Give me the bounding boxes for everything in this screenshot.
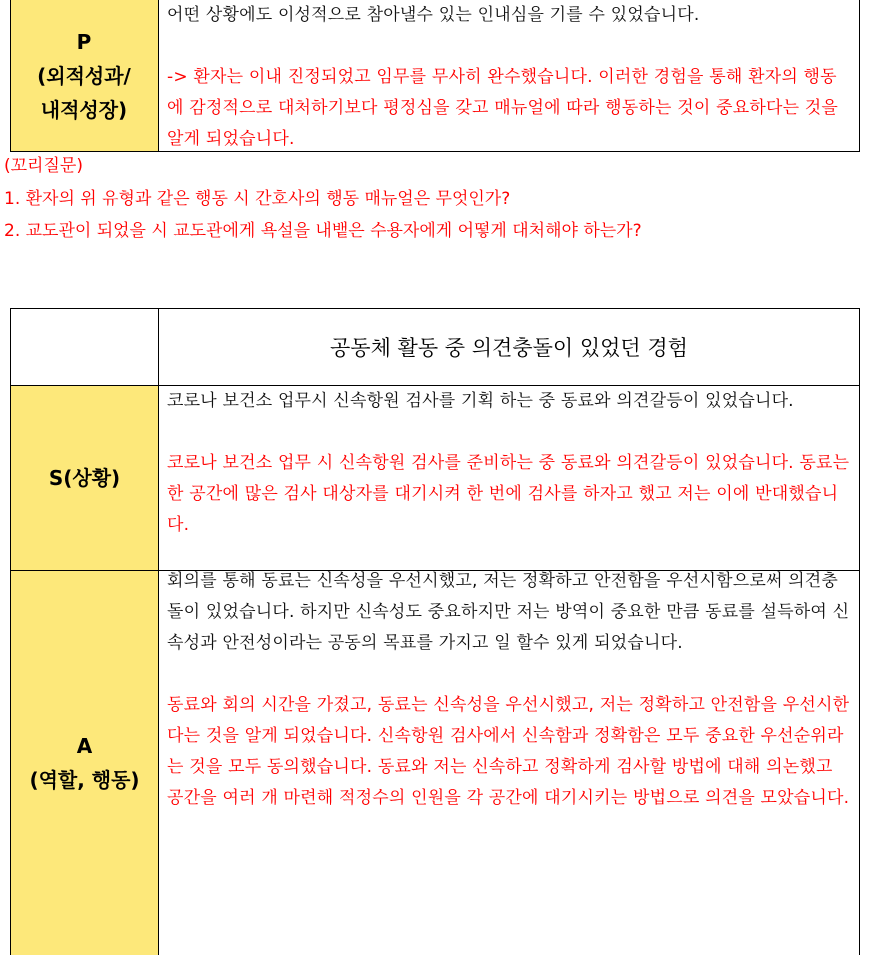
followup-heading: (꼬리질문)	[4, 156, 83, 176]
s-label-cell	[11, 386, 159, 570]
p-red-text: -> 환자는 이내 진정되었고 임무를 무사히 완수했습니다. 이러한 경험을 통해 환자의 행동에 감정적으로 대처하기보다 평정심을 갖고 매뉴얼에 따라 행동하는 것이 중요하다는 것을 알게 되었습니다.	[167, 67, 839, 149]
a-label-cell	[11, 571, 159, 955]
a-label-line2: (역할, 행동)	[29, 768, 140, 792]
s-red-text: 코로나 보건소 업무 시 신속항원 검사를 준비하는 중 동료와 의견갈등이 있었습니다. 동료는 한 공간에 많은 검사 대상자를 대기시켜 한 번에 검사를 하자고 했고 저는 이에 반대했습니다.	[167, 453, 850, 535]
s-label: S(상황)	[48, 466, 121, 490]
followup-question-2: 2. 교도관이 되었을 시 교도관에게 욕설을 내뱉은 수용자에게 어떻게 대처해야 하는가?	[4, 221, 642, 241]
a-label-line1: A	[76, 734, 93, 758]
p-black-text: 어떤 상황에도 이성적으로 참아낼수 있는 인내심을 기를 수 있었습니다.	[167, 5, 700, 25]
a-black-text: 회의를 통해 동료는 신속성을 우선시했고, 저는 정확하고 안전함을 우선시함으로써 의견충돌이 있었습니다. 하지만 신속성도 중요하지만 저는 방역이 중요한 만큼 동료를 설득하여 신속성과 안전성이라는 공동의 목표를 가지고 일 할수 있게 되었습니다.	[167, 571, 850, 653]
p-label-line1: P	[76, 29, 92, 54]
p-label-line3: 내적성장)	[40, 97, 128, 122]
followup-question-1: 1. 환자의 위 유형과 같은 행동 시 간호사의 행동 매뉴얼은 무엇인가?	[4, 189, 511, 209]
a-content	[167, 566, 851, 814]
table2-right-border	[859, 308, 860, 955]
p-label-cell	[10, 0, 159, 151]
s-black-text: 코로나 보건소 업무시 신속항원 검사를 기획 하는 중 동료와 의견갈등이 있었습니다.	[167, 391, 794, 411]
a-red-text: 동료와 회의 시간을 가졌고, 동료는 신속성을 우선시했고, 저는 정확하고 안전함을 우선시한다는 것을 알게 되었습니다. 신속항원 검사에서 신속함과 정확함은 모두 중요한 우선순위라는 것을 모두 동의했습니다. 동료와 저는 신속하고 정확하게 검사할 방법에 대해 의논했고 공간을 여러 개 마련해 적정수의 인원을 각 공간에 대기시키는 방법으로 의견을 모았습니다.	[167, 695, 850, 808]
table1-left-border	[10, 0, 11, 152]
p-label-line2: (외적성과/	[37, 63, 131, 88]
s-content	[167, 386, 851, 541]
table1-right-border	[859, 0, 860, 152]
table2-title: 공동체 활동 중 의견충돌이 있었던 경험	[330, 336, 688, 360]
p-content	[167, 0, 851, 155]
